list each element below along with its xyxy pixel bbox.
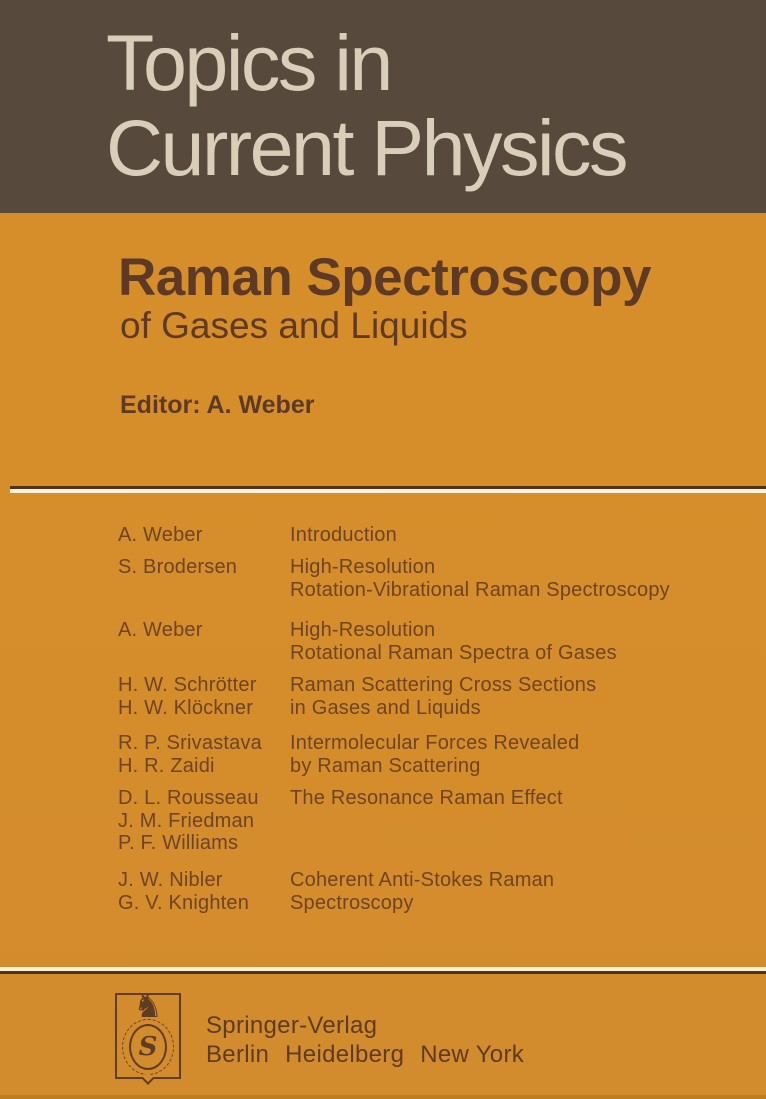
toc-title-line: by Raman Scattering [290, 754, 481, 777]
divider-rule-top [10, 486, 766, 493]
publisher-city: New York [420, 1041, 525, 1068]
series-title-line1: Topics in [106, 18, 391, 107]
publisher-city: Berlin [206, 1041, 270, 1068]
toc-entry [118, 787, 563, 855]
toc-entry [118, 732, 579, 777]
emblem-oval [129, 1024, 167, 1070]
toc-author: A. Weber [118, 619, 203, 641]
toc-entry [118, 556, 670, 601]
springer-logo-icon [115, 986, 181, 1079]
toc-title-line: Coherent Anti-Stokes Raman [290, 869, 555, 891]
series-band [0, 0, 766, 213]
toc-entry [118, 674, 596, 719]
toc-title-line: Intermolecular Forces Revealed [290, 732, 580, 754]
toc-title-line: in Gases and Liquids [290, 696, 481, 719]
toc-title-line: Introduction [290, 524, 397, 546]
toc-author: H. W. Schrötter [118, 674, 257, 696]
wreath-icon [122, 1019, 174, 1075]
book-title: Raman Spectroscopy [118, 248, 651, 307]
divider-rule-top-highlight [10, 489, 766, 494]
toc-title-line: High-Resolution [290, 556, 436, 578]
toc-author: J. W. Nibler [118, 869, 223, 891]
knight-icon: ♞ [133, 986, 163, 1025]
divider-rule-bottom-shadow [0, 971, 766, 974]
toc-author: H. W. Klöckner [118, 696, 254, 719]
toc-title-line: Rotational Raman Spectra of Gases [290, 641, 617, 664]
toc-author: G. V. Knighten [118, 891, 250, 914]
toc-title-line: Raman Scattering Cross Sections [290, 674, 597, 696]
divider-rule-bottom [0, 967, 766, 974]
toc-title-line: Spectroscopy [290, 891, 414, 914]
toc-author: J. M. Friedman [118, 809, 255, 832]
toc-entry [118, 619, 617, 664]
editor-line: Editor: A. Weber [120, 391, 315, 419]
series-title [106, 20, 626, 190]
book-subtitle: of Gases and Liquids [120, 305, 468, 346]
toc-entry [118, 524, 397, 547]
toc-title-line: The Resonance Raman Effect [290, 787, 563, 809]
toc-author: D. L. Rousseau [118, 787, 259, 809]
emblem-letter: S [138, 1032, 158, 1062]
toc-entry [118, 869, 554, 914]
publisher-city: Heidelberg [285, 1041, 405, 1068]
toc-author: P. F. Williams [118, 832, 239, 854]
publisher-cities [206, 1041, 524, 1069]
toc-author: R. P. Srivastava [118, 732, 263, 754]
toc-author: S. Brodersen [118, 556, 238, 578]
toc-author: A. Weber [118, 524, 203, 546]
publisher-name: Springer-Verlag [206, 1012, 378, 1039]
toc-title-line: Rotation-Vibrational Raman Spectroscopy [290, 578, 670, 601]
toc-title-line: High-Resolution [290, 619, 436, 641]
series-title-line2: Current Physics [106, 103, 627, 192]
toc-author: H. R. Zaidi [118, 754, 215, 777]
cover-bottom-edge [0, 1095, 766, 1099]
